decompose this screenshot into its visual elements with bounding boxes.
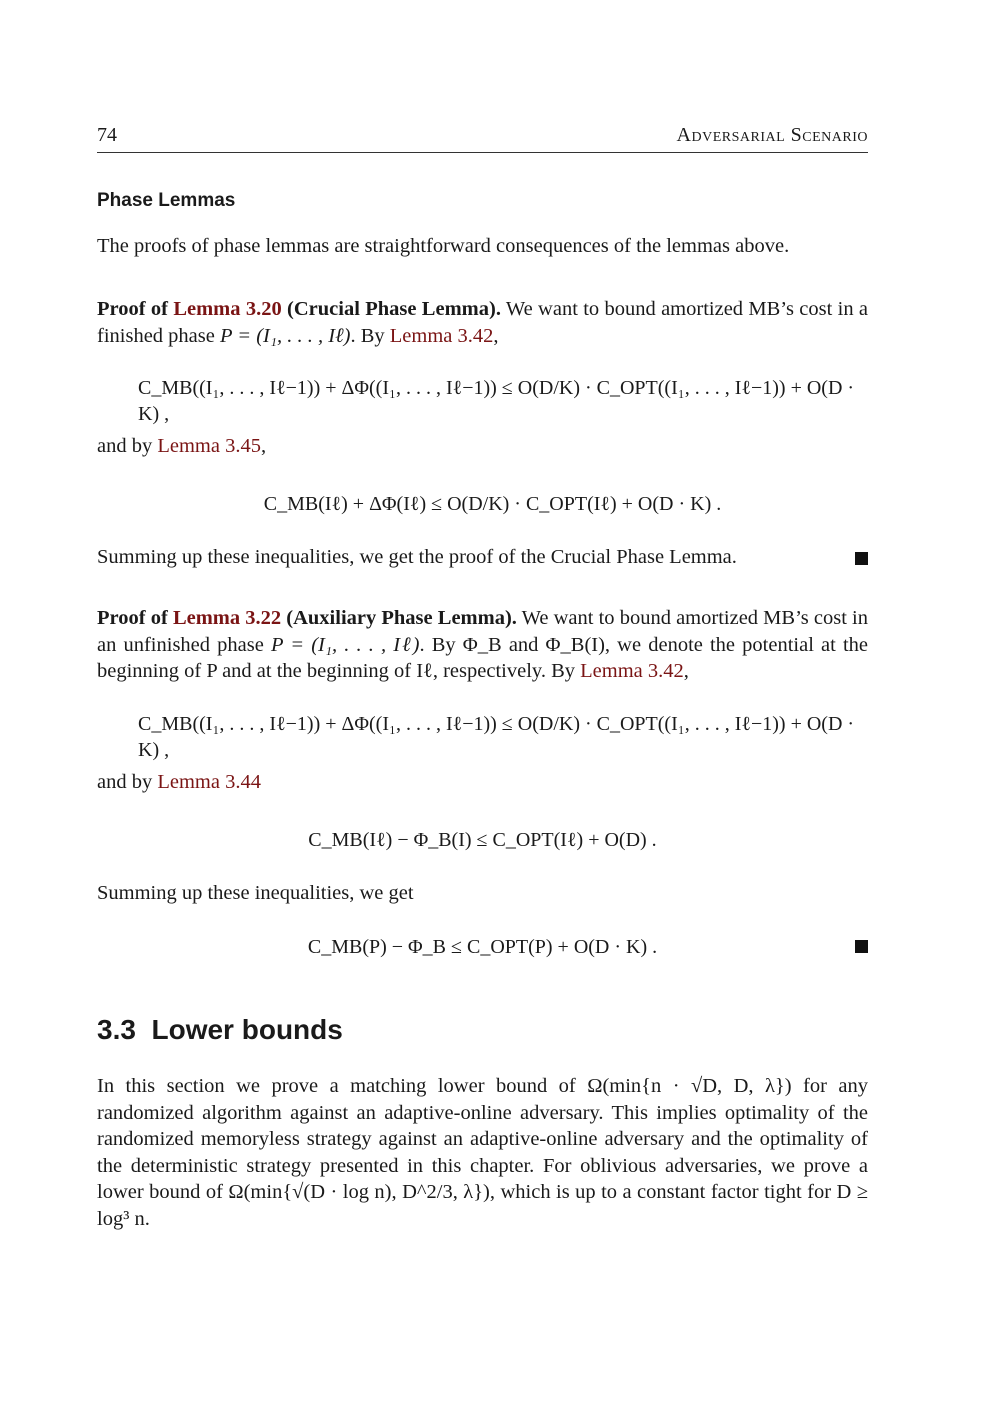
qed-square-icon	[855, 552, 868, 565]
crucial-conclusion: Summing up these inequalities, we get the proof of the Crucial Phase Lemma.	[97, 546, 737, 568]
equation-auxiliary-1: C_MB((I₁, . . . , Iℓ−1)) + ΔΦ((I₁, . . . , Iℓ−1)) ≤ O(D/K) · C_OPT((I₁, . . . , Iℓ−1)) + O(D · K) ,	[138, 713, 855, 761]
proof-lead: Proof of	[97, 607, 173, 629]
equation-auxiliary-2: C_MB(Iℓ) − Φ_B(I) ≤ C_OPT(Iℓ) + O(D) .	[308, 829, 657, 851]
and-by-lemma-344	[97, 769, 868, 796]
equation-crucial-1: C_MB((I₁, . . . , Iℓ−1)) + ΔΦ((I₁, . . . , Iℓ−1)) ≤ O(D/K) · C_OPT((I₁, . . . , Iℓ−1)) + O(D · K) ,	[138, 377, 855, 425]
lemma-3-20-link[interactable]: Lemma 3.20	[173, 298, 282, 320]
equation-auxiliary-3: C_MB(P) − Φ_B ≤ C_OPT(P) + O(D · K) .	[307, 936, 658, 958]
section-title: Lower bounds	[151, 1014, 343, 1045]
lemma-3-44-link[interactable]: Lemma 3.44	[157, 771, 261, 793]
proof-text: We want to bound amortized MB’s cost in a finished phase	[97, 298, 868, 347]
proof-title: (Auxiliary Phase Lemma).	[281, 607, 517, 629]
lemma-3-42-link[interactable]: Lemma 3.42	[580, 660, 684, 682]
proof-title: (Crucial Phase Lemma).	[281, 298, 501, 320]
lemma-3-42-link[interactable]: Lemma 3.42	[389, 324, 494, 347]
proof-text: . By	[350, 324, 390, 347]
proof-lead: Proof of	[97, 298, 174, 320]
proof-crucial-phase-lemma	[97, 296, 868, 349]
proof-text: . By Φ_B and Φ_B(I), we denote the potential at the beginning of P and at the beginning of Iℓ, respectively. By	[97, 633, 868, 682]
text: and by	[97, 771, 158, 793]
lemma-3-22-link[interactable]: Lemma 3.22	[172, 607, 282, 629]
running-title: Adversarial Scenario	[676, 124, 868, 146]
phase-expression: P = (I₁, . . . , Iℓ)	[270, 633, 420, 656]
lemma-3-45-link[interactable]: Lemma 3.45	[157, 435, 261, 457]
proof-auxiliary-phase-lemma	[97, 605, 868, 685]
page-number: 74	[97, 124, 117, 146]
proof-text: We want to bound amortized MB’s cost in an unfinished phase	[97, 607, 868, 656]
proof-text: ,	[493, 324, 499, 347]
summing-text: Summing up these inequalities, we get	[97, 882, 414, 904]
qed-square-icon	[855, 940, 868, 953]
text: ,	[260, 435, 267, 457]
phase-expression: P = (I₁, . . . , Iℓ)	[219, 324, 351, 347]
section-heading	[97, 1012, 868, 1048]
proof-text: ,	[683, 660, 689, 682]
and-by-lemma-345	[97, 433, 868, 460]
page-header	[97, 124, 868, 153]
phase-lemmas-heading: Phase Lemmas	[97, 190, 236, 211]
phase-lemmas-intro: The proofs of phase lemmas are straightforward consequences of the lemmas above.	[97, 235, 790, 257]
lower-bounds-paragraph: In this section we prove a matching lower bound of Ω(min{n · √D, D, λ}) for any randomized algorithm against an adaptive-online adversary. This implies optimality of the randomized memoryless strategy against an adaptive-online adversary and the optimality of the deterministic strategy presented in this chapter. For oblivious adversaries, we prove a lower bound of Ω(min{√(D · log n), D^2/3, λ}), which is up to a constant factor tight for D ≥ log³ n.	[97, 1075, 868, 1230]
equation-crucial-2: C_MB(Iℓ) + ΔΦ(Iℓ) ≤ O(D/K) · C_OPT(Iℓ) + O(D · K) .	[263, 493, 722, 515]
text: and by	[97, 435, 158, 457]
section-number: 3.3	[97, 1014, 136, 1045]
